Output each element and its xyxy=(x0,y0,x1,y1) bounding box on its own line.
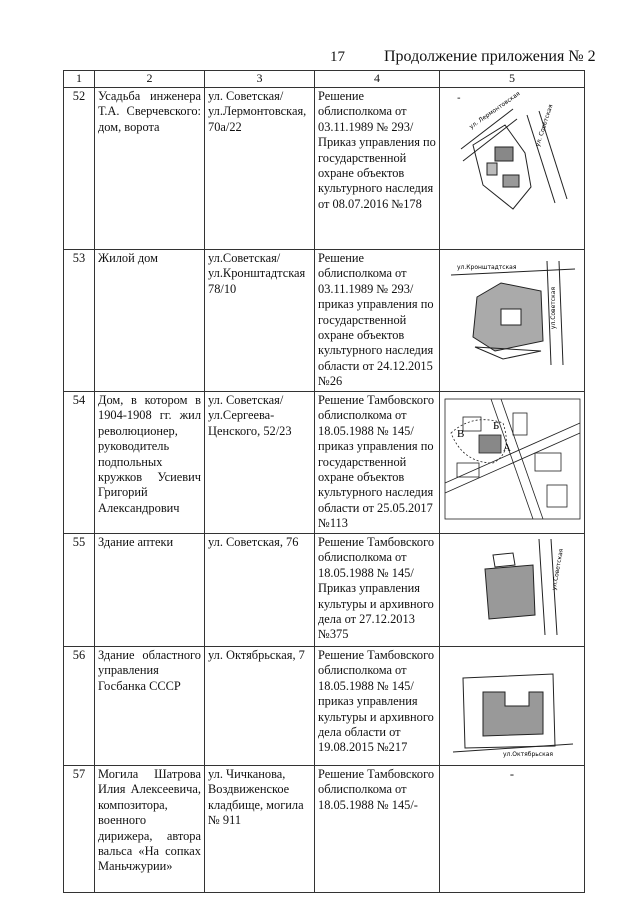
object-address: ул. Чичканова, Воздвиженское кладбище, могила № 911 xyxy=(205,766,315,893)
column-header: 1 xyxy=(64,71,95,88)
table-row xyxy=(64,392,585,534)
site-plan-cell xyxy=(440,534,585,647)
object-address: ул. Советская/ ул.Лермонтовская, 70а/22 xyxy=(205,88,315,250)
appendix-continuation-title: Продолжение приложения № 2 xyxy=(384,48,596,65)
site-plan-map xyxy=(443,251,582,359)
site-plan-map xyxy=(443,535,582,639)
street-label: ул.Советская xyxy=(550,548,565,591)
street-label: ул.Кронштадтская xyxy=(457,264,517,271)
column-header: 5 xyxy=(440,71,585,88)
plan-marker: А xyxy=(503,442,511,454)
site-plan-cell xyxy=(440,647,585,766)
table-row xyxy=(64,88,585,250)
column-number-row xyxy=(64,71,585,88)
plan-marker: Б xyxy=(493,420,500,432)
legal-decision: Решение Тамбовского облисполкома от 18.05.1988 № 145/ приказ управления по государственной охране объектов культурного наследия области от 25.05.2017 №113 xyxy=(315,392,440,534)
row-number: 52 xyxy=(64,88,95,250)
column-header: 4 xyxy=(315,71,440,88)
object-address: ул. Советская, 76 xyxy=(205,534,315,647)
row-number: 55 xyxy=(64,534,95,647)
table-row xyxy=(64,647,585,766)
object-name: Усадьба инженера Т.А. Сверчевского: дом, ворота xyxy=(95,88,205,250)
column-header: 3 xyxy=(205,71,315,88)
table-row xyxy=(64,534,585,647)
street-label: ул.Советская xyxy=(550,287,557,330)
object-address: ул.Советская/ ул.Кронштадтская 78/10 xyxy=(205,250,315,392)
site-plan-cell xyxy=(440,250,585,392)
row-number: 53 xyxy=(64,250,95,392)
heritage-register-table xyxy=(63,70,585,893)
street-label: ул. Советская xyxy=(534,103,555,148)
legal-decision: Решение Тамбовского облисполкома от 18.05.1988 № 145/- xyxy=(315,766,440,893)
street-label: ул.Октябрьская xyxy=(503,751,553,758)
legal-decision: Решение облисполкома от 03.11.1989 № 293/ приказ управления по государственной охране объектов культурного наследия области от 24.12.2015 №26 xyxy=(315,250,440,392)
object-name: Здание аптеки xyxy=(95,534,205,647)
object-name: Могила Шатрова Илия Алексеевича, композитора, военного дирижера, автора вальса «На сопках Маньчжурии» xyxy=(95,766,205,893)
row-number: 54 xyxy=(64,392,95,534)
site-plan-map xyxy=(443,648,582,756)
row-number: 56 xyxy=(64,647,95,766)
site-plan-map xyxy=(443,89,582,197)
table-row xyxy=(64,766,585,893)
legal-decision: Решение Тамбовского облисполкома от 18.05.1988 № 145/Приказ управления культуры и архивного дела от 27.12.2013 №375 xyxy=(315,534,440,647)
object-name: Жилой дом xyxy=(95,250,205,392)
object-address: ул. Октябрьская, 7 xyxy=(205,647,315,766)
column-header: 2 xyxy=(95,71,205,88)
table-row xyxy=(64,250,585,392)
object-name: Дом, в котором в 1904-1908 гг. жил революционер, руководитель подпольных кружков Усиевич Григорий Александрович xyxy=(95,392,205,534)
object-name: Здание областного управления Госбанка СССР xyxy=(95,647,205,766)
object-address: ул. Советская/ ул.Сергеева-Ценского, 52/23 xyxy=(205,392,315,534)
site-plan-cell xyxy=(440,88,585,250)
plan-marker: В xyxy=(457,428,465,440)
row-number: 57 xyxy=(64,766,95,893)
street-label: ул. Лермонтовская xyxy=(468,90,522,131)
site-plan-map xyxy=(443,393,582,501)
site-plan-cell xyxy=(440,392,585,534)
legal-decision: Решение Тамбовского облисполкома от 18.05.1988 № 145/ приказ управления культуры и архивного дела области от 19.08.2015 №217 xyxy=(315,647,440,766)
site-plan-absent: - xyxy=(440,766,585,893)
page-number: 17 xyxy=(330,49,345,65)
legal-decision: Решение облисполкома от 03.11.1989 № 293/Приказ управления по государственной охране объектов культурного наследия от 08.07.2016 №178 xyxy=(315,88,440,250)
plan-dash: - xyxy=(457,93,461,104)
